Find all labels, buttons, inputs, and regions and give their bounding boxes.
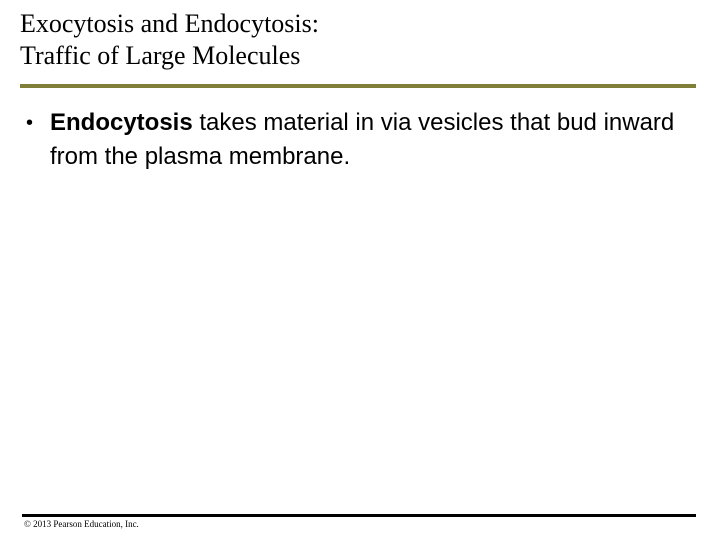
copyright-footer: © 2013 Pearson Education, Inc. — [24, 519, 139, 529]
bullet-marker: • — [26, 112, 34, 134]
bullet-list — [26, 106, 696, 174]
slide-title — [20, 8, 700, 72]
footer-divider — [22, 514, 696, 517]
title-divider — [20, 84, 696, 88]
slide-title-line-1: Exocytosis and Endocytosis: — [20, 9, 319, 38]
bullet-item — [26, 106, 696, 174]
bullet-text: takes material in via vesicles that bud inward from the plasma membrane. — [50, 109, 675, 170]
bullet-term: Endocytosis — [50, 109, 193, 136]
slide-title-line-2: Traffic of Large Molecules — [20, 41, 301, 70]
